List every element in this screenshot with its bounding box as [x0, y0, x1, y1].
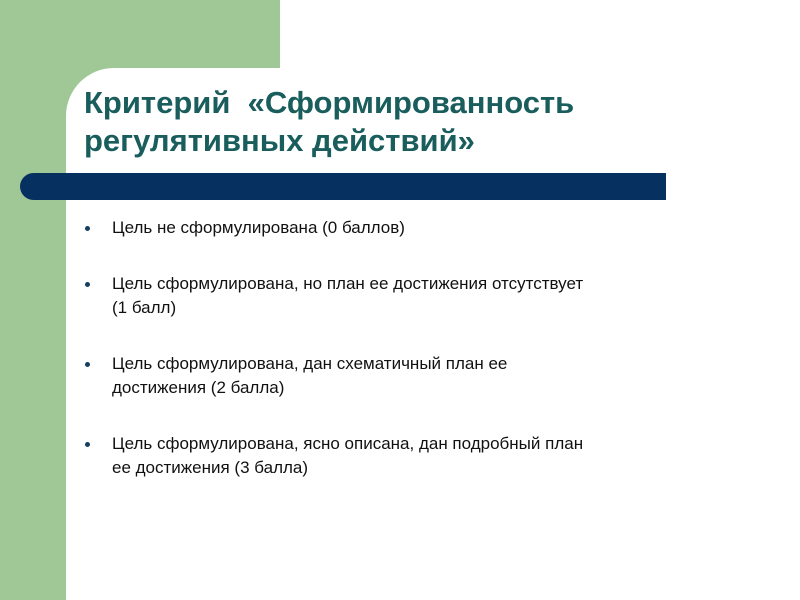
criteria-item-2-points-line-2: достижения (2 балла) — [112, 378, 285, 397]
title-underline-bar — [20, 173, 666, 200]
criteria-item-3-points-line-1: Цель сформулирована, ясно описана, дан подробный план — [112, 434, 584, 453]
criteria-item-1-point — [82, 272, 742, 320]
slide-title-line-1: Критерий «Сформированность — [84, 85, 575, 120]
slide-title-line-2: регулятивных действий» — [84, 123, 475, 158]
slide-title — [84, 84, 724, 160]
criteria-item-0-points — [82, 216, 742, 240]
criteria-item-2-points — [82, 352, 742, 400]
criteria-item-3-points-line-2: ее достижения (3 балла) — [112, 458, 309, 477]
criteria-item-1-point-line-2: (1 балл) — [112, 298, 177, 317]
criteria-bullet-list — [82, 216, 742, 512]
criteria-item-0-points-line-1: Цель не сформулирована (0 баллов) — [112, 218, 405, 237]
criteria-item-3-points — [82, 432, 742, 480]
criteria-item-2-points-line-1: Цель сформулирована, дан схематичный план ее — [112, 354, 508, 373]
criteria-item-1-point-line-1: Цель сформулирована, но план ее достижения отсутствует — [112, 274, 584, 293]
